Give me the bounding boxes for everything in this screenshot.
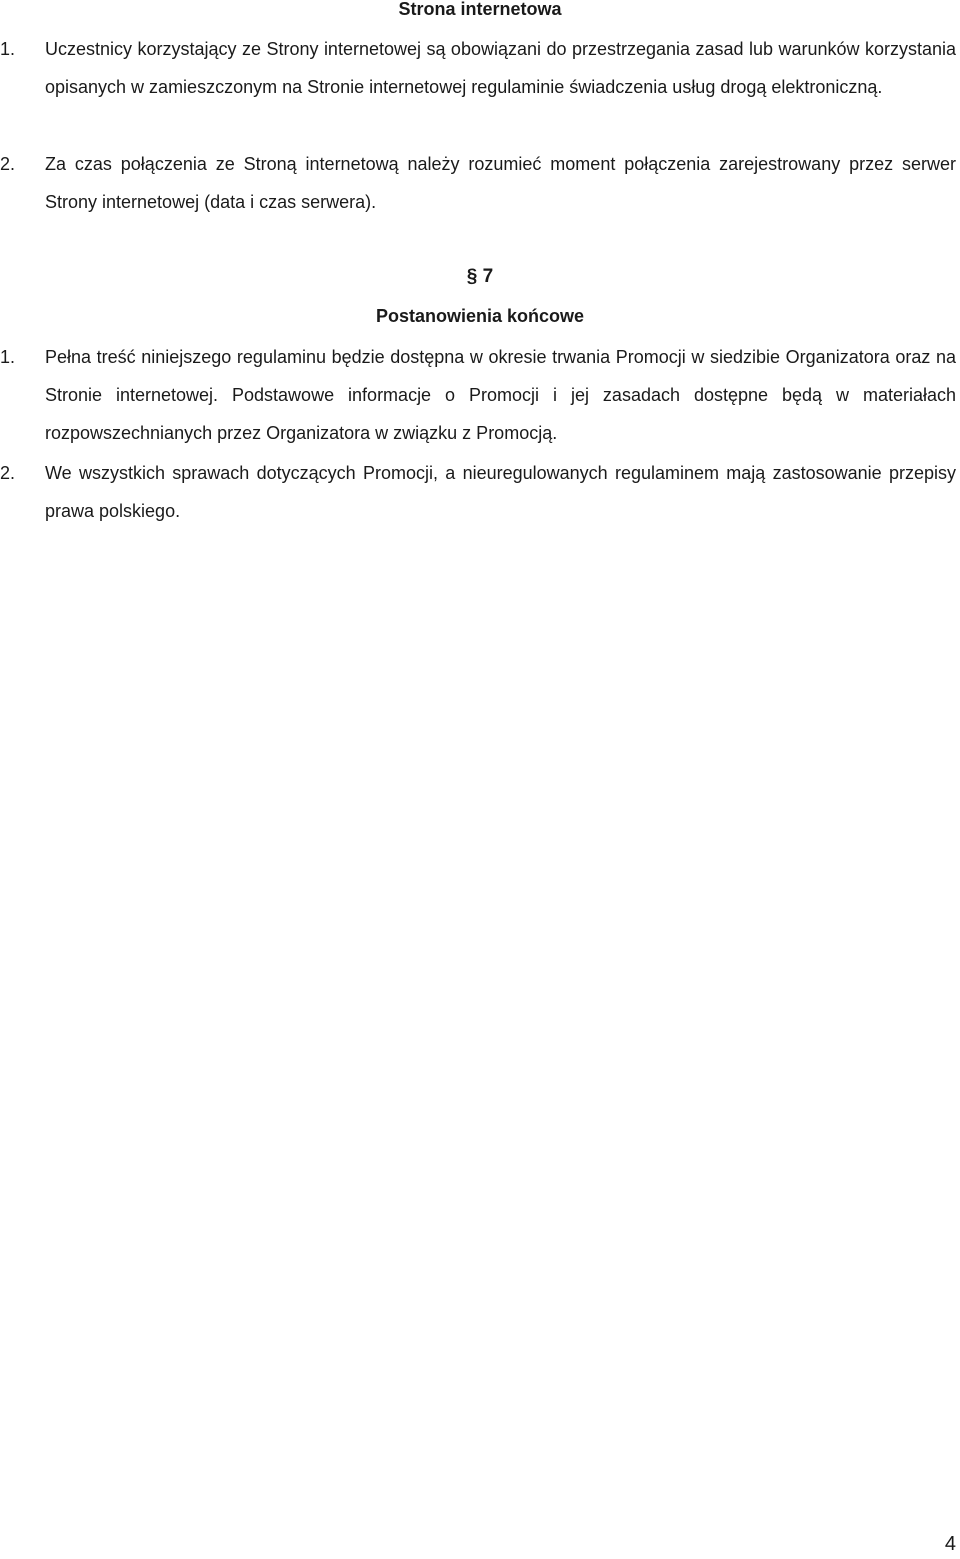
list-item bbox=[0, 145, 960, 221]
list-item bbox=[0, 30, 960, 144]
list-item-number: 2. bbox=[0, 154, 16, 174]
paragraph-number: § 7 bbox=[466, 266, 494, 287]
list-item-number: 1. bbox=[0, 39, 16, 59]
list-item bbox=[0, 454, 960, 530]
section-title-postanowienia-koncowe: Postanowienia końcowe bbox=[375, 306, 585, 326]
section-title-strona-internetowa: Strona internetowa bbox=[398, 0, 562, 19]
list-item-text: Za czas połączenia ze Stroną internetową należy rozumieć moment połączenia zarejestrowany przez serwer Strony internetowej (data i czas serwera). bbox=[45, 154, 956, 212]
list-item bbox=[0, 338, 960, 452]
list-item-text: Uczestnicy korzystający ze Strony internetowej są obowiązani do przestrzegania zasad lub warunków korzystania opisanych w zamieszczonym na Stronie internetowej regulaminie świadczenia usług drogą elektroniczną. bbox=[45, 39, 956, 97]
list-item-number: 1. bbox=[0, 347, 16, 367]
list-item-text: Pełna treść niniejszego regulaminu będzie dostępna w okresie trwania Promocji w siedzibie Organizatora oraz na Stronie internetowej. Podstawowe informacje o Promocji i jej zasadach dostępne będą w materiałach rozpowszechnianych przez Organizatora w związku z Promocją. bbox=[45, 347, 956, 443]
page-number: 4 bbox=[944, 1533, 956, 1555]
list-item-number: 2. bbox=[0, 463, 16, 483]
list-item-text: We wszystkich sprawach dotyczących Promocji, a nieuregulowanych regulaminem mają zastosowanie przepisy prawa polskiego. bbox=[45, 463, 956, 521]
